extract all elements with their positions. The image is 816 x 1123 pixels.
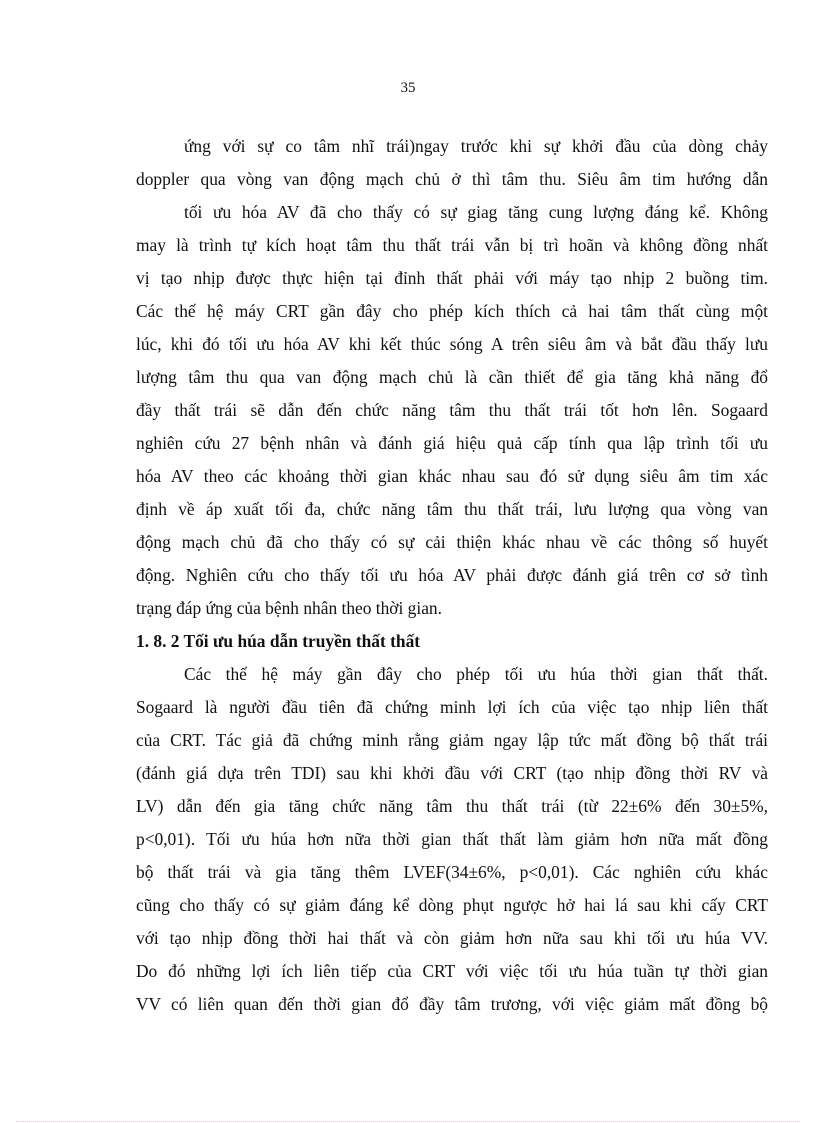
text-line: hóa AV theo các khoảng thời gian khác nhau sau đó sử dụng siêu âm tim xác bbox=[136, 466, 768, 486]
text-line: LV) dẫn đến gia tăng chức năng tâm thu thất trái (từ 22±6% đến 30±5%, bbox=[136, 796, 768, 816]
text-line: VV có liên quan đến thời gian đổ đầy tâm trương, với việc giảm mất đồng bộ bbox=[136, 994, 768, 1014]
text-line: bộ thất trái và gia tăng thêm LVEF(34±6%, p<0,01). Các nghiên cứu khác bbox=[136, 862, 768, 882]
text-line: trạng đáp ứng của bệnh nhân theo thời gian. bbox=[136, 598, 442, 618]
page-bottom-border bbox=[16, 1121, 800, 1122]
text-line: nghiên cứu 27 bệnh nhân và đánh giá hiệu quả cấp tính qua lập trình tối ưu bbox=[136, 433, 768, 453]
text-line: lượng tâm thu qua van động mạch chủ là cần thiết để gia tăng khả năng đổ bbox=[136, 367, 768, 387]
text-line: với tạo nhịp đồng thời hai thất và còn giảm hơn nữa sau khi tối ưu húa VV. bbox=[136, 928, 768, 948]
text-line: doppler qua vòng van động mạch chủ ở thì tâm thu. Siêu âm tim hướng dẫn bbox=[136, 169, 768, 189]
page-body bbox=[136, 130, 768, 1021]
text-line: đầy thất trái sẽ dẫn đến chức năng tâm thu thất trái tốt hơn lên. Sogaard bbox=[136, 400, 768, 420]
text-line: ứng với sự co tâm nhĩ trái)ngay trước khi sự khởi đầu của dòng chảy bbox=[184, 136, 768, 156]
text-line: tối ưu hóa AV đã cho thấy có sự giag tăng cung lượng đáng kể. Không bbox=[184, 202, 768, 222]
page-number: 35 bbox=[400, 80, 416, 96]
section-heading: 1. 8. 2 Tối ưu húa dẫn truyền thất thất bbox=[136, 631, 421, 651]
text-line: động. Nghiên cứu cho thấy tối ưu hóa AV phải được đánh giá trên cơ sở tình bbox=[136, 565, 768, 585]
text-line: p<0,01). Tối ưu húa hơn nữa thời gian thất thất làm giảm hơn nữa mất đồng bbox=[136, 829, 768, 849]
paragraph-av-optimization bbox=[136, 130, 768, 625]
text-line: định về áp xuất tối đa, chức năng tâm thu thất trái, lưu lượng qua vòng van bbox=[136, 499, 768, 519]
text-line: vị tạo nhịp được thực hiện tại đỉnh thất phải với máy tạo nhịp 2 buồng tim. bbox=[136, 268, 768, 288]
text-line: động mạch chủ đã cho thấy có sự cải thiện khác nhau về các thông số huyết bbox=[136, 532, 768, 552]
text-line: lúc, khi đó tối ưu hóa AV khi kết thúc sóng A trên siêu âm và bắt đầu thấy lưu bbox=[136, 334, 768, 354]
text-line: Các thế hệ máy CRT gần đây cho phép kích thích cả hai tâm thất cùng một bbox=[136, 301, 768, 321]
text-line: cũng cho thấy có sự giảm đáng kể dòng phụt ngược hở hai lá sau khi cấy CRT bbox=[136, 895, 768, 915]
text-line: Do đó những lợi ích liên tiếp của CRT với việc tối ưu húa tuần tự thời gian bbox=[136, 961, 768, 981]
text-line: Các thế hệ máy gần đây cho phép tối ưu húa thời gian thất thất. bbox=[184, 664, 768, 684]
text-line: của CRT. Tác giả đã chứng minh rằng giảm ngay lập tức mất đồng bộ thất trái bbox=[136, 730, 768, 750]
paragraph-vv-optimization bbox=[136, 658, 768, 1021]
text-line: (đánh giá dựa trên TDI) sau khi khởi đầu với CRT (tạo nhịp đồng thời RV và bbox=[136, 763, 768, 783]
text-line: may là trình tự kích hoạt tâm thu thất trái vẫn bị trì hoãn và không đồng nhất bbox=[136, 235, 768, 255]
text-line: Sogaard là người đầu tiên đã chứng minh lợi ích của việc tạo nhịp liên thất bbox=[136, 697, 768, 717]
